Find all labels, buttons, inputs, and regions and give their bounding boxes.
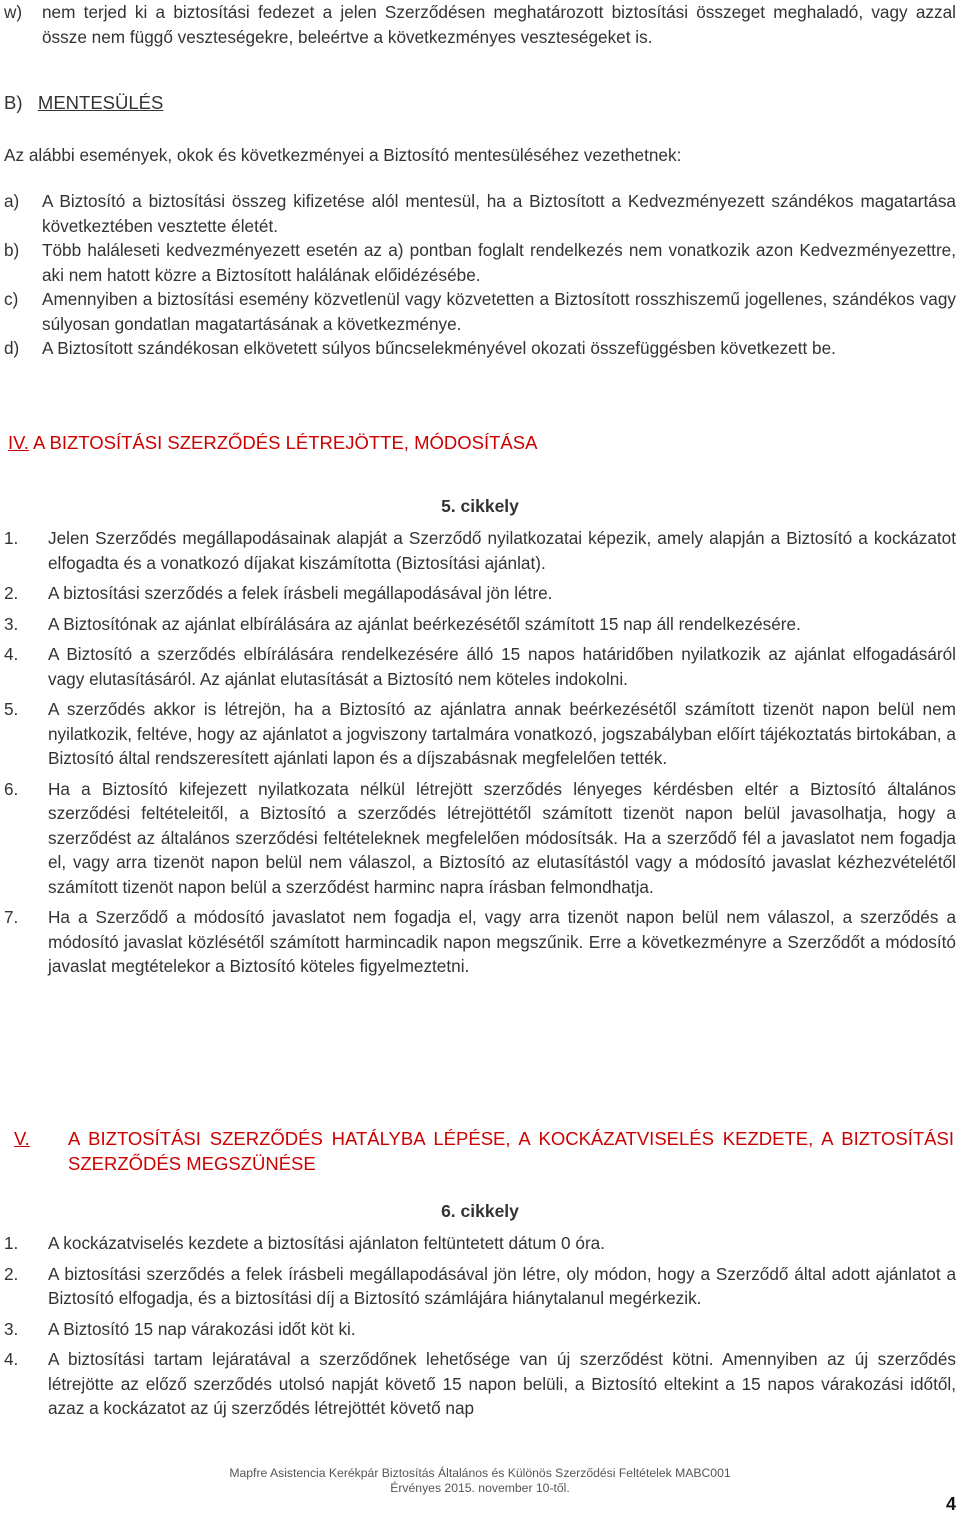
item-text: A Biztosító 15 nap várakozási időt köt ki. [48, 1318, 356, 1339]
item-text: A Biztosító a biztosítási összeg kifizetése alól mentesül, ha a Biztosított a Kedvezményezett szándékos magatartása következtében vesztette életét. [42, 191, 956, 236]
item-marker: a) [4, 191, 20, 211]
item-marker: 7. [4, 907, 19, 927]
item-text: Több haláleseti kedvezményezett esetén az a) pontban foglalt rendelkezés nem vonatkozik azon Kedvezményezettre, aki nem hatott közre a Biztosított halálának előidézésébe. [42, 240, 956, 285]
list-item [4, 1347, 956, 1421]
footer-line-1: Mapfre Asistencia Kerékpár Biztosítás Általános és Különös Szerződési Feltételek MABC001 [229, 1466, 731, 1480]
item-marker: 4. [4, 1349, 19, 1369]
footer-line-2: Érvényes 2015. november 10-től. [390, 1481, 570, 1495]
list-item [4, 777, 956, 900]
footer [0, 1466, 960, 1496]
item-text: Amennyiben a biztosítási esemény közvetlenül vagy közvetetten a Biztosított rosszhiszemű jogellenes, szándékos vagy súlyosan gondatlan magatartásának a következménye. [42, 289, 956, 334]
list-item [4, 642, 956, 691]
list-item [4, 1231, 956, 1256]
section-b-title: MENTESÜLÉS [37, 92, 164, 113]
item-marker: 5. [4, 699, 19, 719]
item-marker: 2. [4, 1263, 19, 1284]
item-marker: 3. [4, 613, 19, 634]
item-text: Ha a Szerződő a módosító javaslatot nem fogadja el, vagy arra tizenöt napon belül nem válaszol, a szerződés a módosító javaslat közlésétől számított harmincadik napon megszűnik. Erre a következményre a Szerződőt a módosító javaslat megtételekor a Biztosító köteles figyelmeztetni. [48, 907, 956, 976]
list-item [4, 287, 956, 336]
item-marker: w) [4, 2, 23, 22]
item-marker: d) [4, 338, 20, 358]
item-text: nem terjed ki a biztosítási fedezet a jelen Szerződésen meghatározott biztosítási összeget meghaladó, vagy azzal össze nem függő veszteségekre, beleértve a következményes veszteségeket is. [42, 2, 956, 47]
item-text: A szerződés akkor is létrejön, ha a Biztosító az ajánlatra annak beérkezésétől számított tizenöt napon belül nem nyilatkozik, feltéve, hogy az ajánlatot a jogviszony tartalmára vonatkozó, jogszabályban előírt tájékoztatás birtokában, a Biztosító által rendszeresített ajánlati lapon és a díjszabásnak megfelelően tették. [48, 699, 956, 768]
item-text: A biztosítási tartam lejáratával a szerződőnek lehetősége van új szerződést kötni. Amennyiben az új szerződés létrejötte az előző szerződés utolsó napját követő 15 napon belüli, a Biztosító eltekint a 15 napos várakozási időtől, azaz a kockázatot az új szerződés létrejöttét követő nap [48, 1349, 956, 1418]
top-list [4, 0, 956, 49]
list-item [4, 1262, 956, 1311]
item-text: A biztosítási szerződés a felek írásbeli megállapodásával jön létre. [48, 583, 553, 603]
section-b-intro: Az alábbi események, okok és következményei a Biztosító mentesüléséhez vezethetnek: [4, 145, 682, 165]
list-item [4, 526, 956, 575]
section-b-marker: B) [4, 92, 23, 113]
item-marker: 3. [4, 1318, 19, 1339]
section-iv-heading [8, 430, 537, 455]
section-b-heading [4, 92, 163, 114]
item-text: Ha a Biztosító kifejezett nyilatkozata nélkül létrejött szerződés lényeges kérdésben eltér a Biztosító általános szerződési feltételeitől, a Biztosító a szerződés létrejöttétől számított tizenöt napon belül javasolhatja, hogy a szerződést az általános szerződési feltételeknek megfelelően módosítsák. Ha a szerződő fél a javaslatot nem fogadja el, vagy arra tizenöt napon belül nem válaszol, a Biztosító az elutasítástól vagy a módosító javaslat kézhezvételétől számított tizenöt napon belül a szerződést harminc napra írásban felmondhatja. [48, 778, 956, 897]
section-iv-title: A BIZTOSÍTÁSI SZERZŐDÉS LÉTREJÖTTE, MÓDOSÍTÁSA [33, 432, 538, 453]
section-iv-list [4, 526, 956, 979]
item-marker: 6. [4, 778, 19, 799]
item-text: Jelen Szerződés megállapodásainak alapját a Szerződő nyilatkozatai képezik, amely alapján a Biztosító a kockázatot elfogadta és a vonatkozó díjakat kiszámította (Biztosítási ajánlat). [48, 528, 956, 573]
list-item [4, 905, 956, 979]
item-marker: 2. [4, 583, 19, 603]
list-item [4, 697, 956, 771]
section-iv-numeral: IV. [8, 432, 29, 453]
item-text: A kockázatviselés kezdete a biztosítási ajánlaton feltüntetett dátum 0 óra. [48, 1233, 606, 1253]
item-marker: 4. [4, 644, 19, 664]
item-text: A biztosítási szerződés a felek írásbeli megállapodásával jön létre, oly módon, hogy a Szerződő által adott ajánlatot a Biztosító elfogadja, és a biztosítási díj a Biztosító számlájára hiánytalanul megérkezik. [48, 1263, 956, 1308]
section-v-numeral: V. [14, 1128, 30, 1149]
list-item [4, 0, 956, 49]
item-text: A Biztosító a szerződés elbírálására rendelkezésére álló 15 napos határidőben nyilatkozik az ajánlat elfogadásáról vagy elutasításáról. Az ajánlat elutasítását a Biztosító nem köteles indokolni. [48, 644, 956, 689]
page-number: 4 [945, 1494, 956, 1514]
section-v-heading [14, 1126, 954, 1176]
list-item [4, 581, 956, 606]
item-text: A Biztosítónak az ajánlat elbírálására az ajánlat beérkezésétől számított 15 nap áll rendelkezésére. [48, 613, 801, 634]
section-v-list [4, 1231, 956, 1421]
item-text: A Biztosított szándékosan elkövetett súlyos bűncselekményével okozati összefüggésben következett be. [42, 338, 836, 358]
section-v-title: A BIZTOSÍTÁSI SZERZŐDÉS HATÁLYBA LÉPÉSE, A KOCKÁZATVISELÉS KEZDETE, A BIZTOSÍTÁSI SZERZŐDÉS MEGSZÜNÉSE [68, 1128, 954, 1174]
item-marker: 1. [4, 1233, 19, 1253]
item-marker: c) [4, 289, 19, 309]
list-item [4, 336, 956, 361]
item-marker: 1. [4, 528, 19, 548]
article-5-title: 5. cikkely [441, 496, 519, 516]
list-item [4, 189, 956, 238]
article-6-title: 6. cikkely [441, 1201, 519, 1221]
section-b-list [4, 189, 956, 361]
list-item [4, 612, 956, 637]
list-item [4, 1317, 956, 1342]
item-marker: b) [4, 240, 20, 260]
list-item [4, 238, 956, 287]
